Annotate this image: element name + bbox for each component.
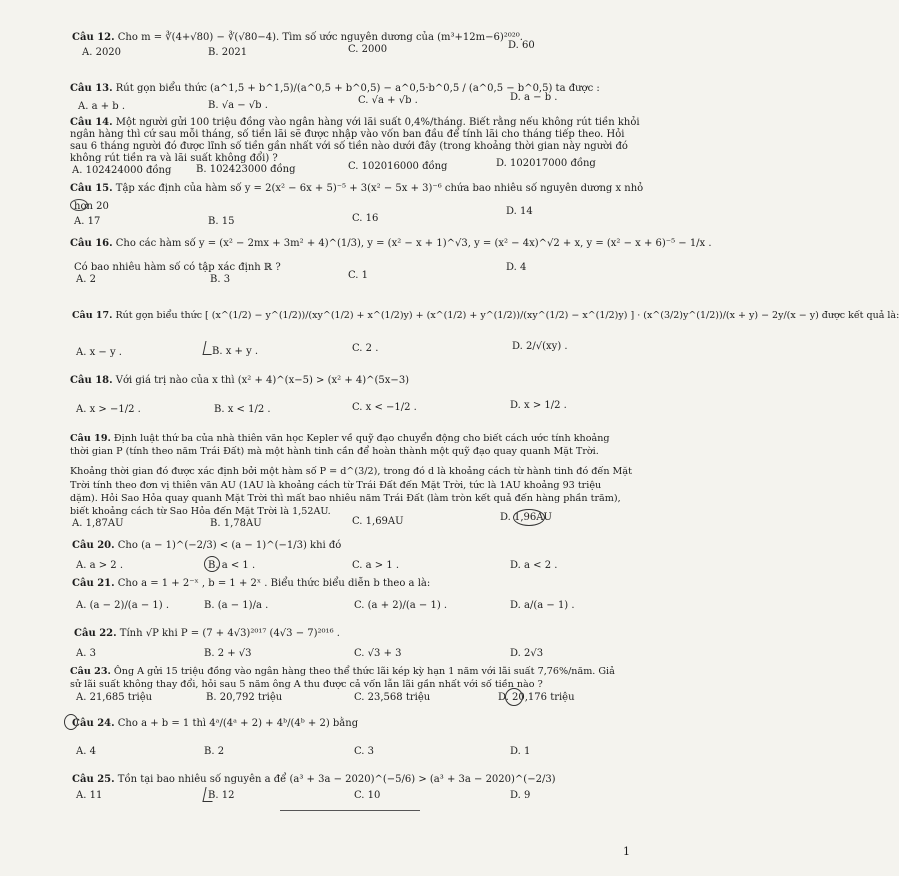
option-b[interactable]: B. 2 [204, 746, 225, 757]
question-label: Câu 17. [72, 310, 113, 321]
option-d[interactable]: D. 20,176 triệu [498, 692, 575, 703]
option-c[interactable]: C. 1 [348, 270, 369, 281]
question-25 [72, 774, 556, 786]
question-17 [72, 310, 899, 321]
handwritten-circle-mark [204, 556, 220, 572]
option-a[interactable]: A. (a − 2)/(a − 1) . [76, 600, 170, 611]
option-a[interactable]: A. 3 [76, 648, 96, 659]
question-label: Câu 22. [74, 628, 117, 639]
page-number: 1 [623, 844, 630, 858]
option-a[interactable]: A. x > −1/2 . [76, 404, 141, 415]
question-text-line: Tập xác định của hàm số y = 2(x² − 6x + 5)⁻⁵ + 3(x² − 5x + 3)⁻⁶ chứa bao nhiêu số nguyên dương x nhỏ [115, 183, 644, 194]
question-label: Câu 25. [72, 774, 115, 785]
option-b[interactable]: B. 15 [208, 216, 235, 227]
option-c[interactable]: C. 102016000 đồng [348, 161, 448, 172]
option-b[interactable]: B. 2 + √3 [204, 648, 252, 659]
option-a[interactable]: A. 4 [76, 746, 96, 757]
option-b[interactable]: B. x < 1/2 . [214, 404, 271, 415]
question-14 [70, 117, 640, 129]
option-c[interactable]: C. 16 [352, 213, 379, 224]
question-text-line: Có bao nhiêu hàm số có tập xác định ℝ ? [74, 262, 281, 273]
option-d[interactable]: D. 2√3 [510, 648, 544, 659]
option-b[interactable]: B. √a − √b . [208, 100, 268, 111]
option-d[interactable]: D. x > 1/2 . [510, 400, 567, 411]
question-text-line: Định luật thứ ba của nhà thiên văn học Kepler về quỹ đạo chuyển động cho biết cách ước tính khoảng [113, 433, 610, 444]
question-text: Cho m = ∛(4+√80) − ∛(√80−4). Tìm số ước nguyên dương của (m³+12m−6)²⁰²⁰. [117, 32, 523, 43]
option-c[interactable]: C. √3 + 3 [354, 648, 402, 659]
option-b[interactable]: B. 1,78AU [210, 518, 262, 529]
question-text: Rút gọn biểu thức [ (x^(1/2) − y^(1/2))/(xy^(1/2) + x^(1/2)y) + (x^(1/2) + y^(1/2))/(xy^(1/2) − x^(1/2)y) ] · (x^(3/2)y^(1/2))/(x + y) − 2y/(x − y) được kết quả là: [115, 310, 899, 321]
option-d[interactable]: D. 1 [510, 746, 531, 757]
question-text-line: biết khoảng cách từ Sao Hỏa đến Mặt Trời là 1,52AU. [70, 506, 331, 517]
divider [280, 810, 420, 811]
option-a[interactable]: A. 102424000 đồng [72, 165, 172, 176]
option-d[interactable]: D. 4 [506, 262, 527, 273]
question-text: Cho (a − 1)^(−2/3) < (a − 1)^(−1/3) khi đó [117, 540, 342, 551]
question-text-line: thời gian P (tính theo năm Trái Đất) mà một hành tinh cần để hoàn thành một quỹ đạo quay quanh Mặt Trời. [70, 446, 599, 457]
option-c[interactable]: C. 2 . [352, 343, 379, 354]
option-c[interactable]: C. x < −1/2 . [352, 402, 417, 413]
handwritten-circle-mark [505, 688, 523, 706]
question-text: Tồn tại bao nhiêu số nguyên a để (a³ + 3a − 2020)^(−5/6) > (a³ + 3a − 2020)^(−2/3) [117, 774, 556, 785]
question-label: Câu 14. [70, 117, 113, 128]
option-c[interactable]: C. (a + 2)/(a − 1) . [354, 600, 448, 611]
question-18 [70, 375, 409, 387]
question-24 [72, 718, 358, 730]
question-text-line: Trời tính theo đơn vị thiên văn AU (1AU là khoảng cách từ Trái Đất đến Mặt Trời, tức là 1AU khoảng 93 triệu [70, 480, 602, 491]
question-15 [70, 183, 643, 195]
option-a[interactable]: A. a > 2 . [76, 560, 123, 571]
option-b[interactable]: B. a < 1 . [208, 560, 256, 571]
question-text-line: sử lãi suất không thay đổi, hỏi sau 5 năm ông A thu được cả vốn lẫn lãi gần nhất với số tiền nào ? [70, 679, 543, 690]
option-d[interactable]: D. a < 2 . [510, 560, 558, 571]
option-b[interactable]: B. (a − 1)/a . [204, 600, 269, 611]
handwritten-circle-mark [70, 199, 88, 211]
option-d[interactable]: D. 2/√(xy) . [512, 341, 568, 352]
option-c[interactable]: C. 10 [354, 790, 381, 801]
option-a[interactable]: A. 21,685 triệu [76, 692, 153, 703]
option-a[interactable]: A. 17 [74, 216, 101, 227]
question-text: Cho a + b = 1 thì 4ᵃ/(4ᵃ + 2) + 4ᵇ/(4ᵇ + 2) bằng [117, 718, 359, 729]
question-22 [74, 628, 340, 640]
question-23 [70, 666, 615, 678]
option-c[interactable]: C. √a + √b . [358, 95, 418, 106]
question-label: Câu 13. [70, 83, 113, 94]
option-d[interactable]: D. 9 [510, 790, 531, 801]
option-c[interactable]: C. 23,568 triệu [354, 692, 431, 703]
question-text-line: ngân hàng thì cứ sau mỗi tháng, số tiền lãi sẽ được nhập vào vốn ban đầu để tính lãi cho tháng tiếp theo. Hỏi [70, 129, 625, 140]
option-b[interactable]: B. 20,792 triệu [206, 692, 283, 703]
question-text-line: Cho các hàm số y = (x² − 2mx + 3m² + 4)^(1/3), y = (x² − x + 1)^√3, y = (x² − 4x)^√2 + x, y = (x² − x + 6)⁻⁵ − 1/x . [115, 238, 712, 249]
option-c[interactable]: C. a > 1 . [352, 560, 400, 571]
option-a[interactable]: A. x − y . [76, 347, 122, 358]
option-d[interactable]: D. 14 [506, 206, 533, 217]
question-20 [72, 540, 341, 552]
question-text: Rút gọn biểu thức (a^1,5 + b^1,5)/(a^0,5 + b^0,5) − a^0,5·b^0,5 / (a^0,5 − b^0,5) ta được : [115, 83, 600, 94]
option-b[interactable]: B. 2021 [208, 47, 248, 58]
question-text-line: Ông A gửi 15 triệu đồng vào ngân hàng theo thể thức lãi kép kỳ hạn 1 năm với lãi suất 7,76%/năm. Giả [113, 666, 615, 677]
question-label: Câu 19. [70, 433, 111, 444]
option-a[interactable]: A. 2 [76, 274, 96, 285]
option-a[interactable]: A. 11 [76, 790, 103, 801]
question-label: Câu 12. [72, 32, 115, 43]
question-text-line: không rút tiền ra và lãi suất không đổi) ? [70, 153, 278, 164]
handwritten-circle-mark [513, 509, 545, 526]
option-a[interactable]: A. 1,87AU [72, 518, 124, 529]
question-text-line: dặm). Hỏi Sao Hỏa quay quanh Mặt Trời thì mất bao nhiêu năm Trái Đất (làm tròn kết quả đến hàng phần trăm), [70, 493, 621, 504]
option-a[interactable]: A. a + b . [78, 101, 126, 112]
question-label: Câu 16. [70, 238, 113, 249]
option-d[interactable]: D. 102017000 đồng [496, 158, 596, 169]
option-b[interactable]: B. 102423000 đồng [196, 164, 296, 175]
option-d[interactable]: D. 1,96AU [500, 512, 552, 523]
option-d[interactable]: D. a − b . [510, 92, 558, 103]
question-label: Câu 15. [70, 183, 113, 194]
handwritten-circle-mark [64, 714, 78, 730]
question-21 [72, 578, 430, 590]
question-label: Câu 24. [72, 718, 115, 729]
question-text: Tính √P khi P = (7 + 4√3)²⁰¹⁷ (4√3 − 7)²⁰¹⁶ . [119, 628, 340, 639]
question-label: Câu 23. [70, 666, 111, 677]
question-text-line: Một người gửi 100 triệu đồng vào ngân hàng với lãi suất 0,4%/tháng. Biết rằng nếu không rút tiền khỏi [115, 117, 640, 128]
option-c[interactable]: C. 2000 [348, 44, 388, 55]
question-label: Câu 18. [70, 375, 113, 386]
question-text: Với giá trị nào của x thì (x² + 4)^(x−5) > (x² + 4)^(5x−3) [115, 375, 410, 386]
option-c[interactable]: C. 1,69AU [352, 516, 404, 527]
question-label: Câu 20. [72, 540, 115, 551]
question-text-line: hơn 20 [74, 201, 109, 212]
option-a[interactable]: A. 2020 [82, 47, 122, 58]
option-b[interactable]: B. 12 [208, 790, 235, 801]
question-label: Câu 21. [72, 578, 115, 589]
option-d[interactable]: D. 60 [508, 40, 535, 51]
option-b[interactable]: B. x + y . [212, 346, 259, 357]
option-b[interactable]: B. 3 [210, 274, 231, 285]
option-c[interactable]: C. 3 [354, 746, 375, 757]
question-19 [70, 433, 610, 445]
question-text: Cho a = 1 + 2⁻ˣ , b = 1 + 2ˣ . Biểu thức biểu diễn b theo a là: [117, 578, 431, 589]
question-text-line: sau 6 tháng người đó được lĩnh số tiền gần nhất với số tiền nào dưới đây (trong khoảng thời gian này người đó [70, 141, 628, 152]
question-text-line: Khoảng thời gian đó được xác định bởi một hàm số P = d^(3/2), trong đó d là khoảng cách từ hành tinh đó đến Mặt [70, 466, 632, 477]
question-16 [70, 238, 712, 250]
option-d[interactable]: D. a/(a − 1) . [510, 600, 575, 611]
question-12 [72, 32, 523, 44]
